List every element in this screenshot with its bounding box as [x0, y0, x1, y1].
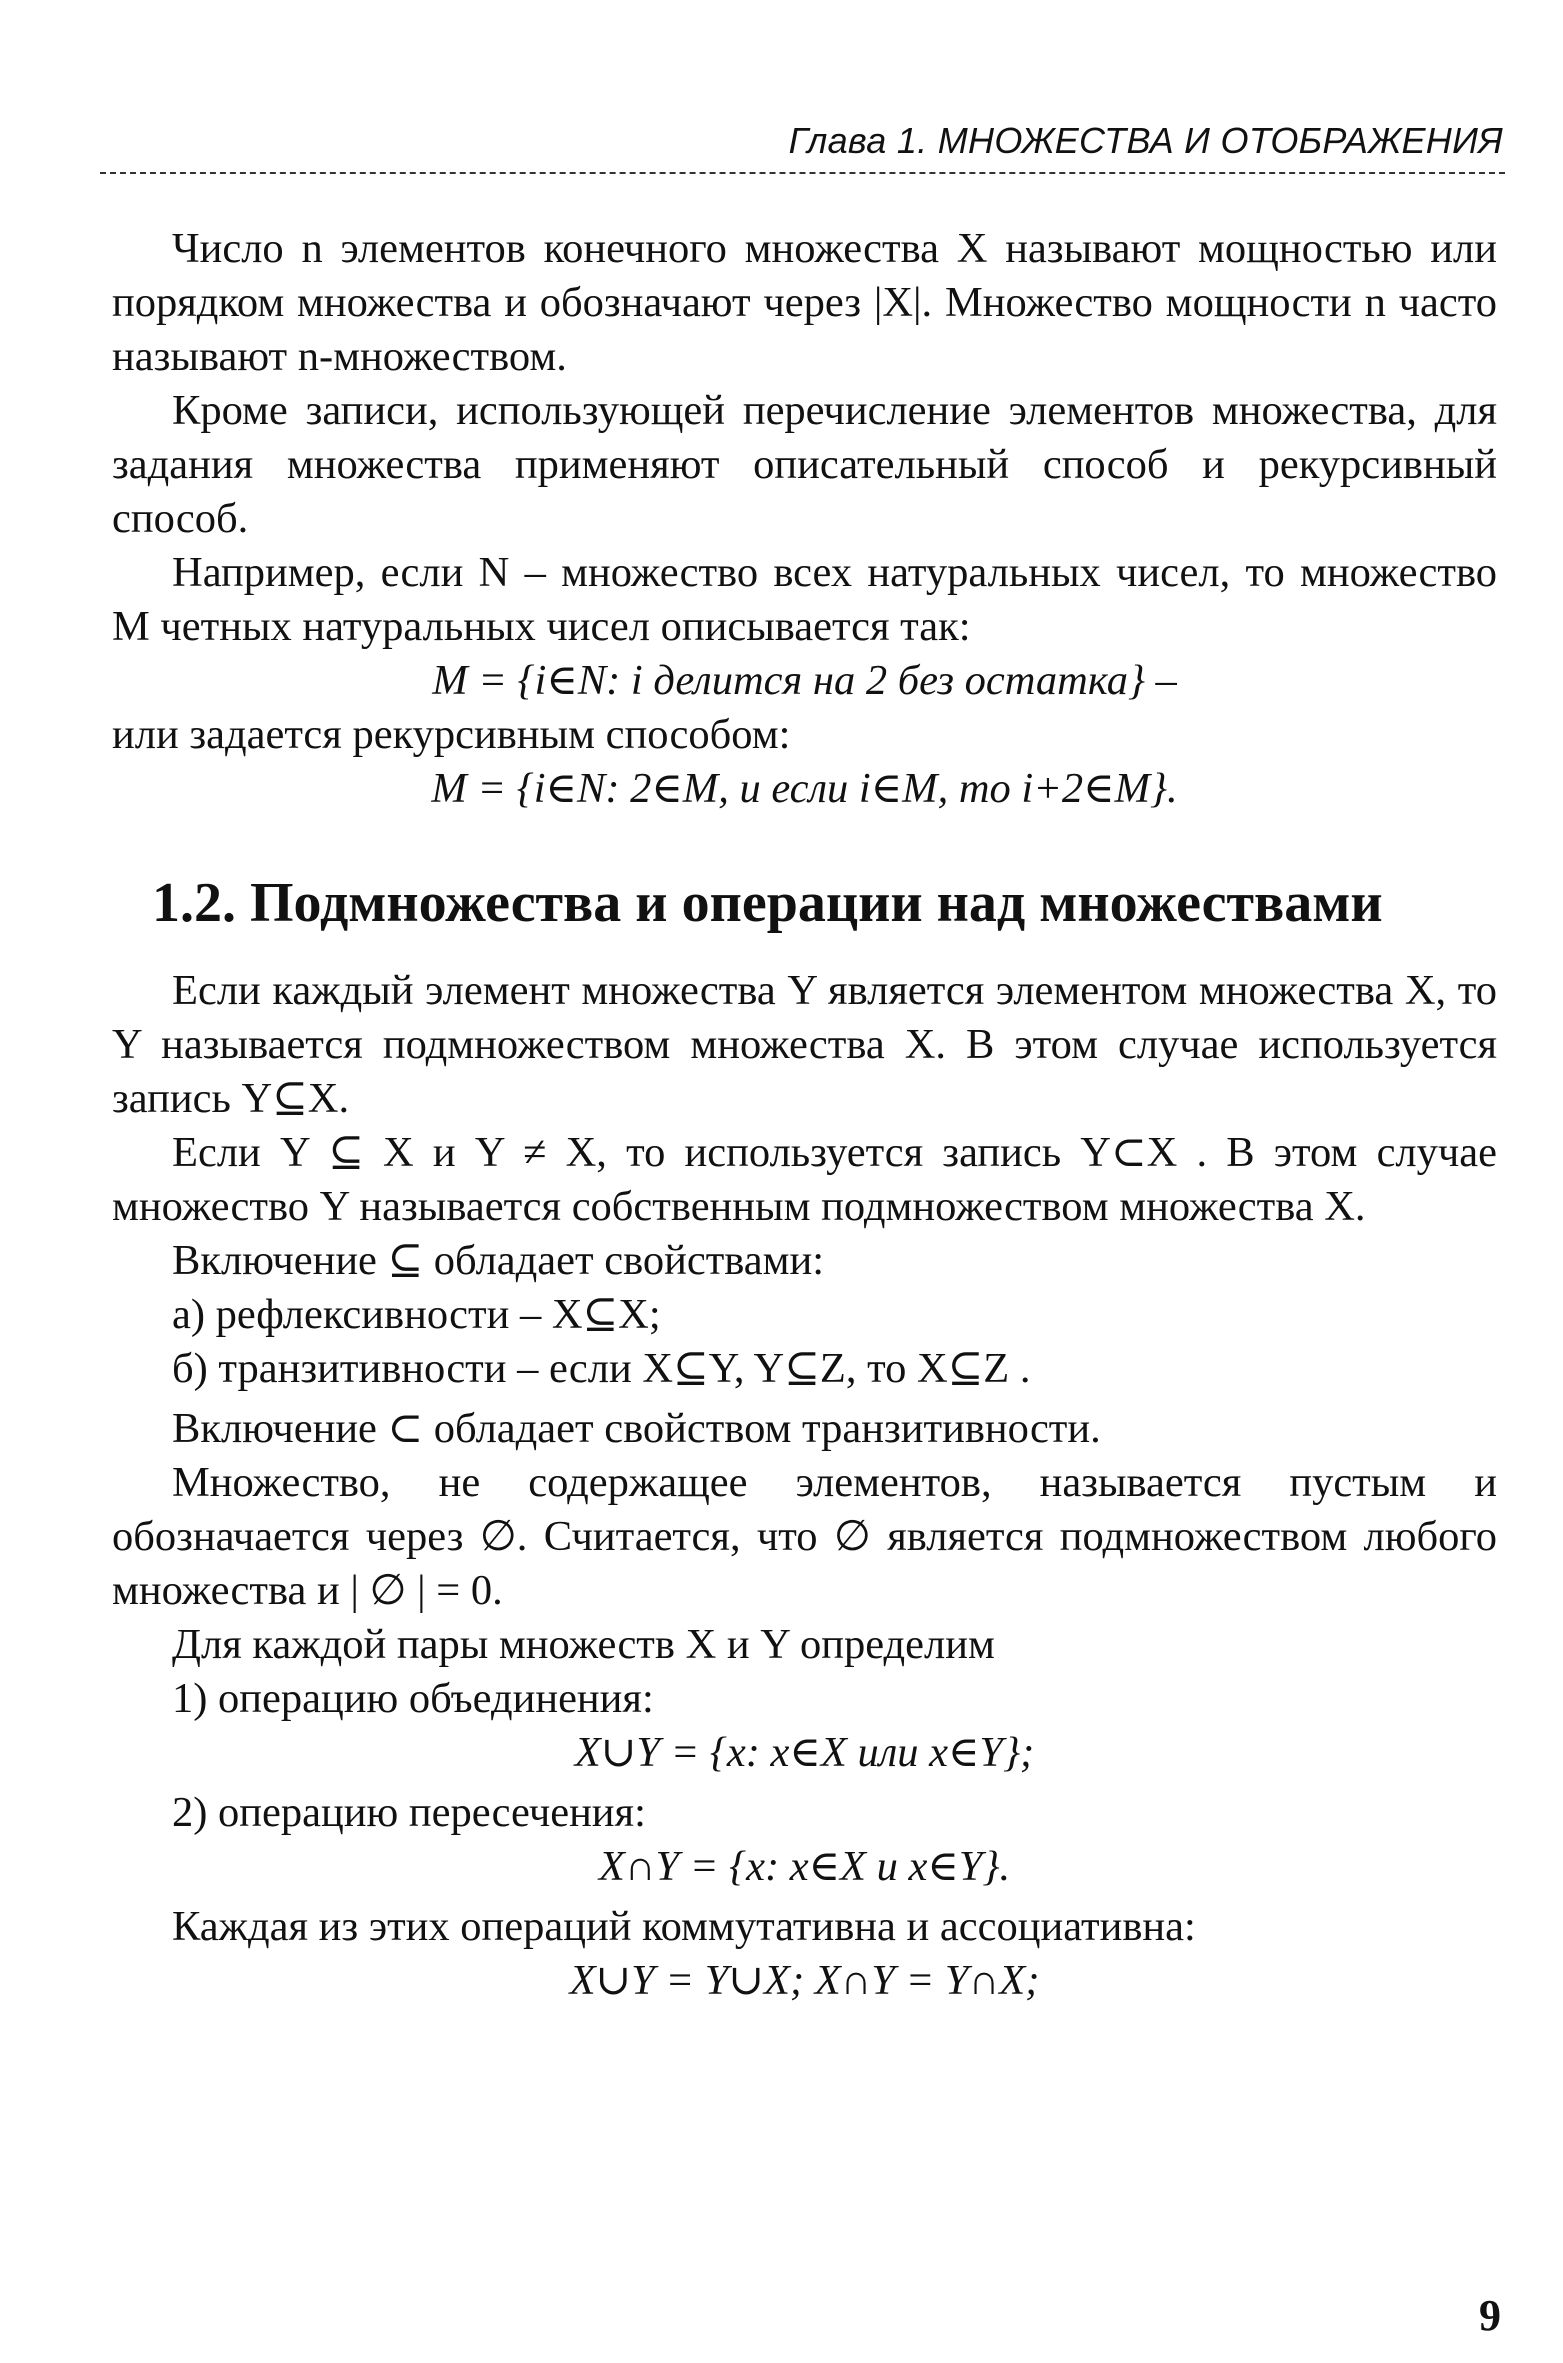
- page-body: [112, 222, 1497, 2008]
- formula-intersection: X∩Y = {x: x∈X и x∈Y}.: [598, 1843, 1011, 1890]
- formula-descriptive: M = {i∈N: i делится на 2 без остатка} –: [432, 657, 1177, 704]
- paragraph-proper-subset: Если Y ⊆ X и Y ≠ X, то используется запись Y⊂X . В этом случае множество Y называется собственным подмножеством множества X.: [112, 1129, 1497, 1230]
- paragraph-strict-inclusion: Включение ⊂ обладает свойством транзитивности.: [172, 1405, 1101, 1452]
- formula-recursive: M = {i∈N: 2∈M, и если i∈M, то i+2∈M}.: [431, 765, 1178, 812]
- header-divider: [100, 172, 1505, 174]
- paragraph-inclusion-properties: Включение ⊆ обладает свойствами:: [172, 1237, 825, 1284]
- paragraph-recursive-intro: или задается рекурсивным способом:: [112, 711, 791, 758]
- list-item-transitivity: б) транзитивности – если X⊆Y, Y⊆Z, то X⊆Z .: [172, 1345, 1031, 1392]
- section-title: 1.2. Подмножества и операции над множествами: [152, 872, 1383, 934]
- paragraph-cardinality: Число n элементов конечного множества X называют мощностью или порядком множества и обозначают через |X|. Множество мощности n часто называют n-множеством.: [112, 225, 1497, 380]
- formula-commutativity: X∪Y = Y∪X; X∩Y = Y∩X;: [569, 1957, 1040, 2004]
- paragraph-empty-set: Множество, не содержащее элементов, называется пустым и обозначается через ∅. Считается, что ∅ является подмножеством любого множества и | ∅ | = 0.: [112, 1459, 1497, 1614]
- paragraph-commutativity: Каждая из этих операций коммутативна и ассоциативна:: [172, 1903, 1196, 1950]
- formula-union: X∪Y = {x: x∈X или x∈Y};: [574, 1729, 1035, 1776]
- paragraph-operations-intro: Для каждой пары множеств X и Y определим: [172, 1621, 995, 1668]
- page-number: 9: [1479, 2291, 1501, 2340]
- list-item-union: 1) операцию объединения:: [172, 1675, 654, 1722]
- paragraph-set-definition-methods: Кроме записи, использующей перечисление элементов множества, для задания множества применяют описательный способ и рекурсивный способ.: [112, 387, 1497, 542]
- paragraph-subset-definition: Если каждый элемент множества Y является элементом множества X, то Y называется подмножеством множества X. В этом случае используется запись Y⊆X.: [112, 967, 1497, 1122]
- list-item-intersection: 2) операцию пересечения:: [172, 1789, 646, 1836]
- list-item-reflexivity: а) рефлексивности – X⊆X;: [172, 1291, 661, 1338]
- paragraph-example: Например, если N – множество всех натуральных чисел, то множество М четных натуральных чисел описывается так:: [112, 549, 1497, 650]
- running-head: Глава 1. МНОЖЕСТВА И ОТОБРАЖЕНИЯ: [788, 120, 1503, 161]
